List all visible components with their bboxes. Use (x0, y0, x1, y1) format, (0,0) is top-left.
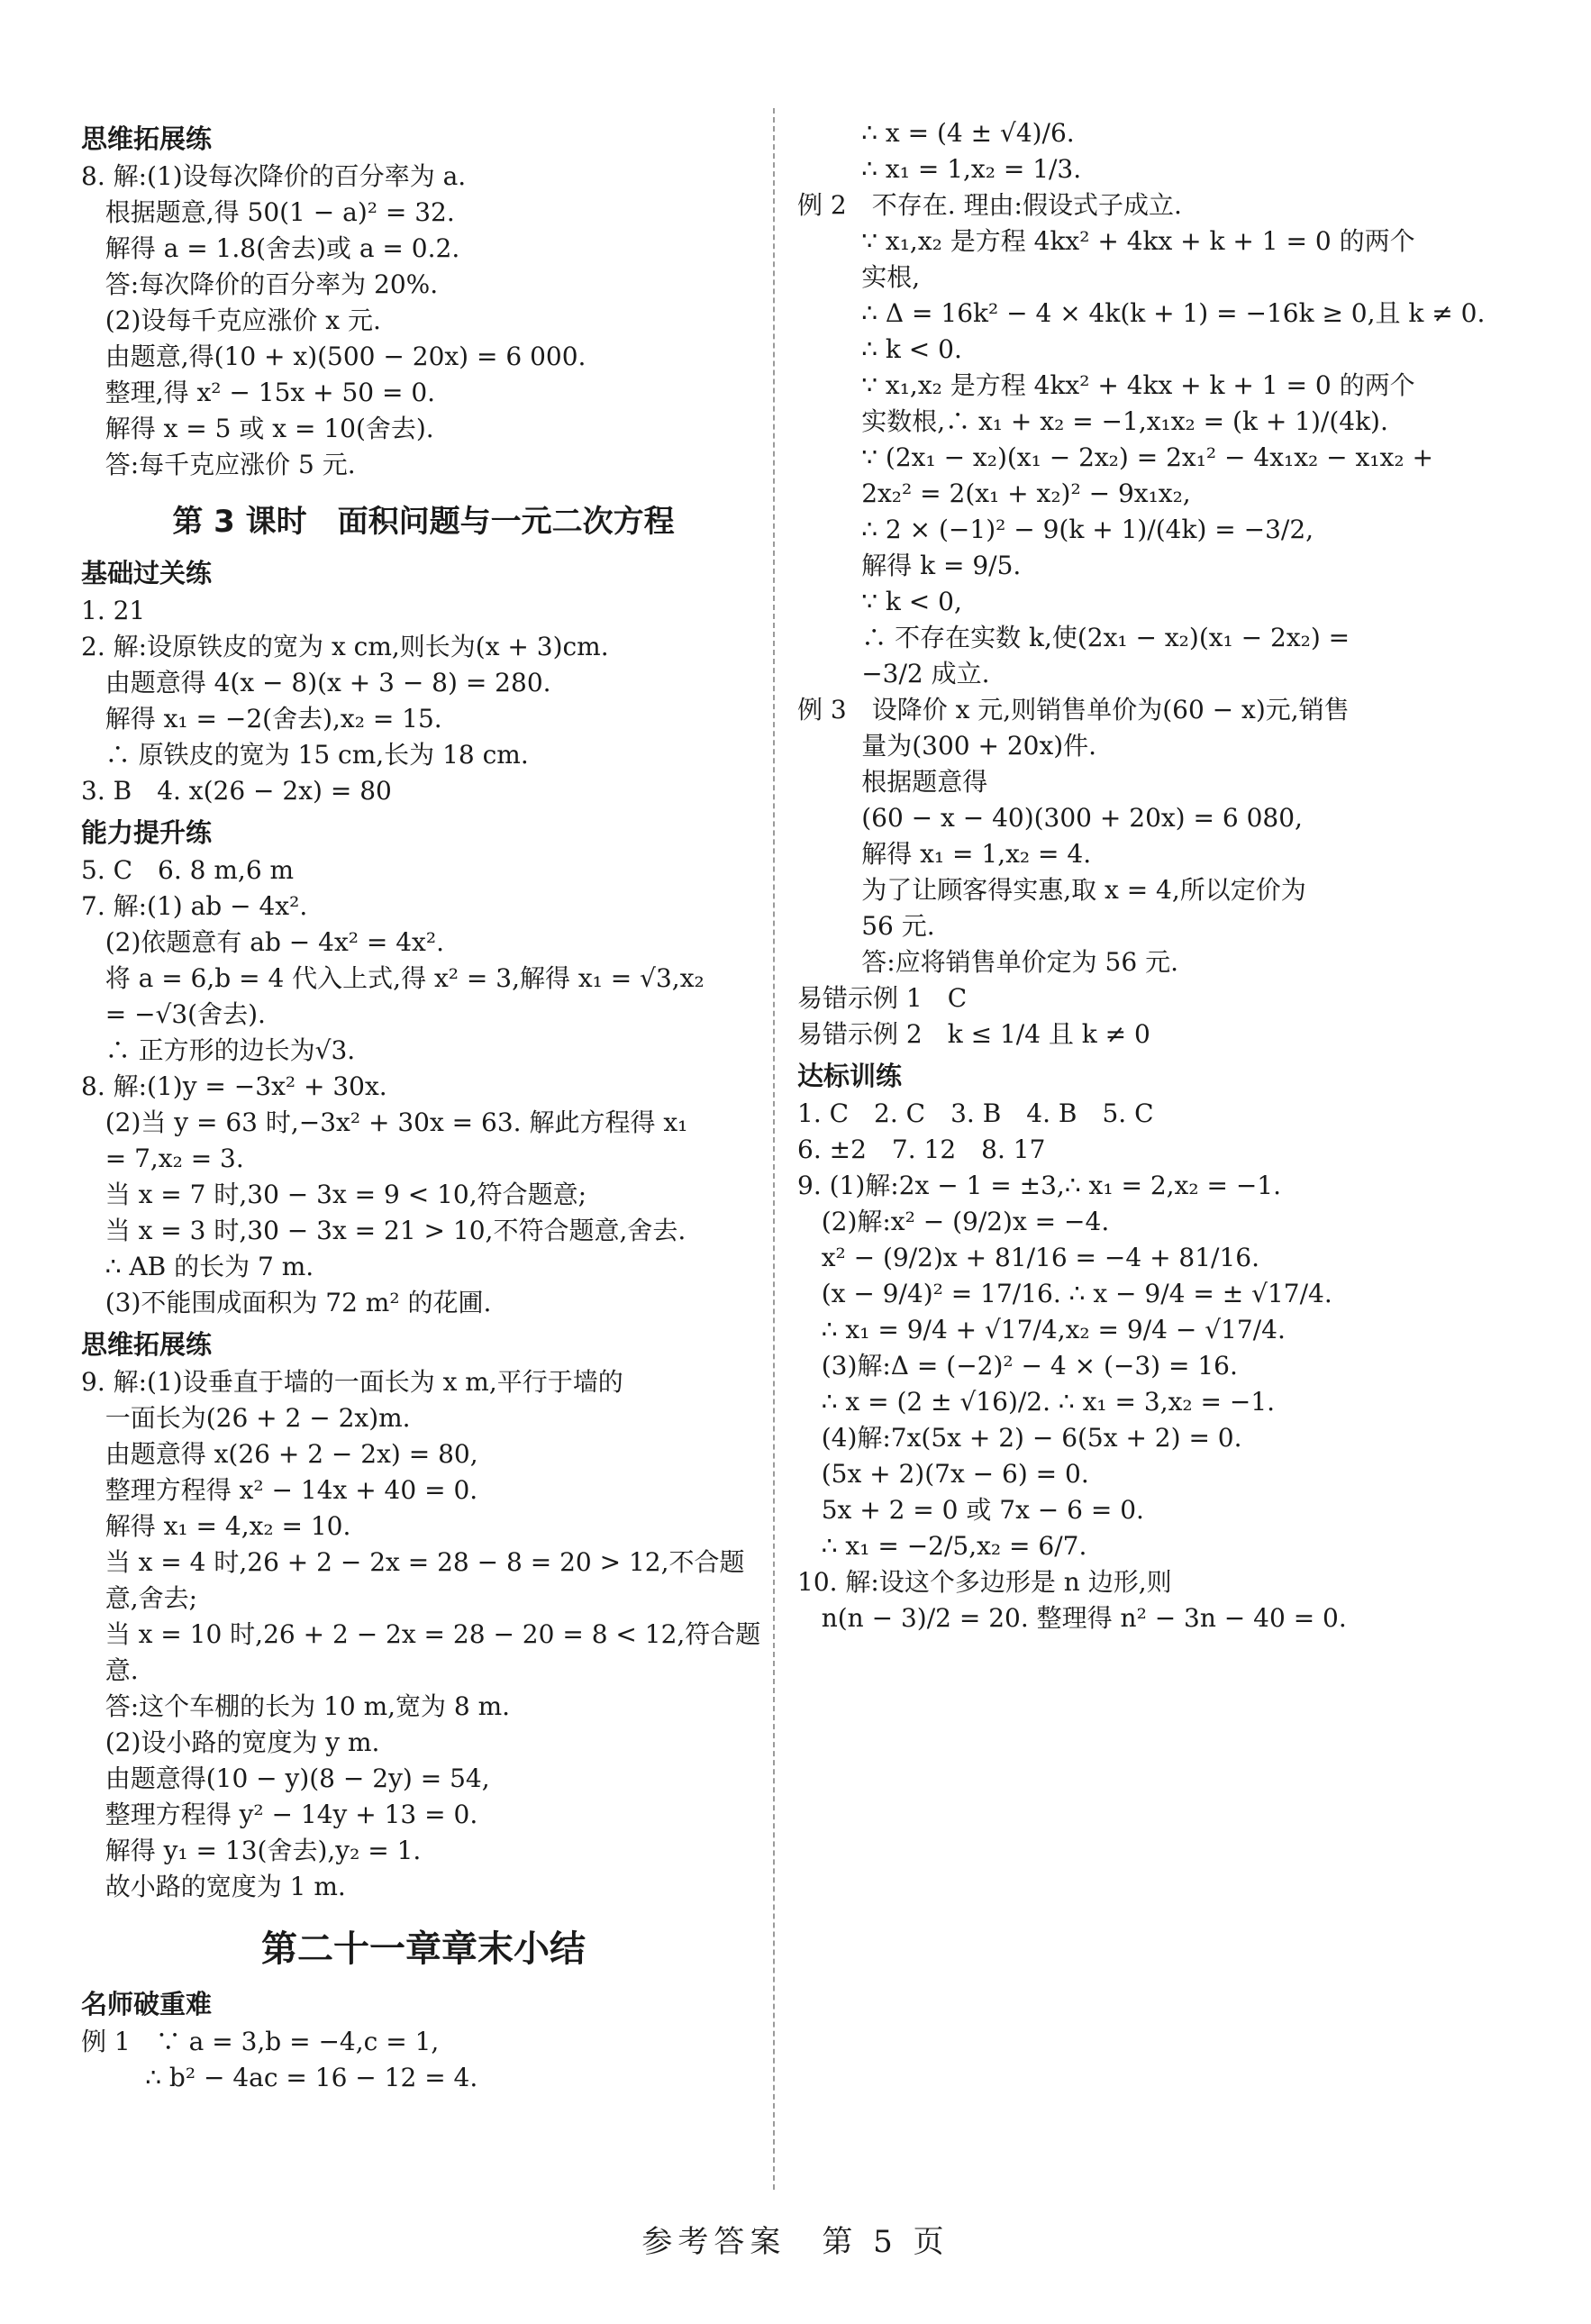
answer-line: 例 3 设降价 x 元,则销售单价为(60 − x)元,销售 (797, 695, 1350, 725)
answer-line: n(n − 3)/2 = 20. 整理得 n² − 3n − 40 = 0. (797, 1603, 1347, 1633)
answer-line: x² − (9/2)x + 81/16 = −4 + 81/16. (797, 1243, 1260, 1272)
section-heading: 思维拓展练 (81, 1329, 213, 1360)
answer-line: 当 x = 3 时,30 − 3x = 21 > 10,不符合题意,舍去. (81, 1216, 686, 1245)
answer-line: 意,舍去; (81, 1583, 198, 1613)
answer-line: 当 x = 7 时,30 − 3x = 9 < 10,符合题意; (81, 1180, 587, 1209)
answer-line: ∴ x₁ = 1,x₂ = 1/3. (797, 154, 1082, 184)
answer-line: 6. ±2 7. 12 8. 17 (797, 1135, 1046, 1164)
answer-line: = −√3(舍去). (81, 999, 266, 1029)
answer-line: 3. B 4. x(26 − 2x) = 80 (81, 776, 392, 806)
answer-line: ∵ x₁,x₂ 是方程 4kx² + 4kx + k + 1 = 0 的两个 (797, 226, 1415, 256)
answer-line: 易错示例 1 C (797, 983, 968, 1013)
answer-line: −3/2 成立. (797, 659, 990, 688)
answer-line: 2. 解:设原铁皮的宽为 x cm,则长为(x + 3)cm. (81, 632, 609, 661)
answer-line: ∴ b² − 4ac = 16 − 12 = 4. (81, 2063, 478, 2092)
answer-line: ∴ 不存在实数 k,使(2x₁ − x₂)(x₁ − 2x₂) = (797, 623, 1350, 652)
answer-line: 解得 x₁ = −2(舍去),x₂ = 15. (81, 704, 442, 734)
answer-line: 1. 21 (81, 596, 146, 625)
left-column (81, 115, 766, 2096)
answer-line: (2)解:x² − (9/2)x = −4. (797, 1207, 1110, 1236)
answer-line: 8. 解:(1)设每次降价的百分率为 a. (81, 161, 467, 191)
section-heading: 达标训练 (797, 1061, 903, 1091)
answer-line: 实根, (797, 262, 921, 292)
answer-line: ∴ x = (4 ± √4)/6. (797, 118, 1075, 148)
answer-line: 根据题意得 (797, 767, 988, 797)
answer-line: 2x₂² = 2(x₁ + x₂)² − 9x₁x₂, (797, 478, 1191, 508)
right-column (797, 115, 1486, 1636)
answer-line: ∴ AB 的长为 7 m. (81, 1252, 314, 1281)
answer-line: ∴ 正方形的边长为√3. (81, 1035, 356, 1065)
answer-line: ∴ x₁ = 9/4 + √17/4,x₂ = 9/4 − √17/4. (797, 1315, 1286, 1344)
answer-line: 由题意得 4(x − 8)(x + 3 − 8) = 280. (81, 668, 551, 697)
column-divider (773, 108, 775, 2190)
answer-line: (3)解:Δ = (−2)² − 4 × (−3) = 16. (797, 1351, 1238, 1381)
answer-line: 由题意得 x(26 + 2 − 2x) = 80, (81, 1439, 478, 1469)
answer-line: 例 2 不存在. 理由:假设式子成立. (797, 190, 1182, 220)
answer-line: ∵ x₁,x₂ 是方程 4kx² + 4kx + k + 1 = 0 的两个 (797, 370, 1415, 400)
answer-line: 解得 a = 1.8(舍去)或 a = 0.2. (81, 233, 460, 263)
answer-line: 5x + 2 = 0 或 7x − 6 = 0. (797, 1495, 1144, 1525)
answer-line: 实数根,∴ x₁ + x₂ = −1,x₁x₂ = (k + 1)/(4k). (797, 406, 1388, 436)
section-heading: 名师破重难 (81, 1989, 213, 2019)
answer-line: (2)当 y = 63 时,−3x² + 30x = 63. 解此方程得 x₁ (81, 1107, 688, 1137)
answer-line: 根据题意,得 50(1 − a)² = 32. (81, 197, 455, 227)
answer-line: ∴ x = (2 ± √16)/2. ∴ x₁ = 3,x₂ = −1. (797, 1387, 1276, 1417)
lesson-title: 第 3 课时 面积问题与一元二次方程 (172, 504, 675, 540)
answer-line: (4)解:7x(5x + 2) − 6(5x + 2) = 0. (797, 1423, 1242, 1453)
answer-line: 8. 解:(1)y = −3x² + 30x. (81, 1071, 387, 1101)
answer-line: 解得 x₁ = 4,x₂ = 10. (81, 1511, 351, 1541)
answer-line: 10. 解:设这个多边形是 n 边形,则 (797, 1567, 1172, 1597)
answer-line: 1. C 2. C 3. B 4. B 5. C (797, 1098, 1154, 1128)
answer-line: ∴ Δ = 16k² − 4 × 4k(k + 1) = −16k ≥ 0,且 k ≠ 0. (797, 298, 1486, 328)
answer-line: 由题意,得(10 + x)(500 − 20x) = 6 000. (81, 342, 586, 371)
section-heading: 基础过关练 (81, 558, 213, 588)
answer-line: 故小路的宽度为 1 m. (81, 1872, 346, 1901)
answer-line: (5x + 2)(7x − 6) = 0. (797, 1459, 1089, 1489)
answer-line: 7. 解:(1) ab − 4x². (81, 891, 308, 921)
answer-line: 解得 y₁ = 13(舍去),y₂ = 1. (81, 1836, 422, 1865)
answer-line: 当 x = 4 时,26 + 2 − 2x = 28 − 8 = 20 > 12,不合题 (81, 1547, 745, 1577)
answer-line: 解得 x₁ = 1,x₂ = 4. (797, 839, 1092, 869)
answer-line: 整理方程得 x² − 14x + 40 = 0. (81, 1475, 478, 1505)
answer-line: 整理方程得 y² − 14y + 13 = 0. (81, 1800, 478, 1829)
answer-line: 整理,得 x² − 15x + 50 = 0. (81, 378, 436, 407)
answer-line: 答:每千克应涨价 5 元. (81, 450, 356, 479)
answer-line: (x − 9/4)² = 17/16. ∴ x − 9/4 = ± √17/4. (797, 1279, 1332, 1308)
answer-line: (2)设小路的宽度为 y m. (81, 1727, 380, 1757)
answer-line: ∵ k < 0, (797, 587, 962, 616)
answer-line: = 7,x₂ = 3. (81, 1144, 244, 1173)
answer-line: 答:这个车棚的长为 10 m,宽为 8 m. (81, 1691, 511, 1721)
section-heading: 思维拓展练 (81, 123, 213, 154)
answer-line: ∴ 原铁皮的宽为 15 cm,长为 18 cm. (81, 740, 529, 770)
answer-line: ∴ x₁ = −2/5,x₂ = 6/7. (797, 1531, 1087, 1561)
answer-line: 量为(300 + 20x)件. (797, 731, 1097, 761)
chapter-title: 第二十一章章末小结 (261, 1928, 586, 1970)
answer-line: ∴ 2 × (−1)² − 9(k + 1)/(4k) = −3/2, (797, 515, 1314, 544)
answer-line: 易错示例 2 k ≤ 1/4 且 k ≠ 0 (797, 1019, 1150, 1049)
answer-line: 解得 x = 5 或 x = 10(舍去). (81, 414, 434, 443)
answer-line: ∴ k < 0. (797, 334, 962, 364)
answer-line: 将 a = 6,b = 4 代入上式,得 x² = 3,解得 x₁ = √3,x₂ (81, 963, 705, 993)
answer-line: 9. 解:(1)设垂直于墙的一面长为 x m,平行于墙的 (81, 1367, 623, 1397)
answer-line: (2)设每千克应涨价 x 元. (81, 305, 381, 335)
answer-line: 答:应将销售单价定为 56 元. (797, 947, 1178, 977)
answer-line: 一面长为(26 + 2 − 2x)m. (81, 1403, 411, 1433)
answer-line: 答:每次降价的百分率为 20%. (81, 269, 439, 299)
section-heading: 能力提升练 (81, 817, 213, 848)
page-footer: 参考答案 第 5 页 (641, 2224, 950, 2260)
answer-line: 解得 k = 9/5. (797, 551, 1022, 580)
answer-line: 56 元. (797, 911, 935, 941)
answer-line: 例 1 ∵ a = 3,b = −4,c = 1, (81, 2027, 440, 2056)
answer-line: 5. C 6. 8 m,6 m (81, 855, 295, 885)
answer-line: (60 − x − 40)(300 + 20x) = 6 080, (797, 803, 1303, 833)
answer-line: 为了让顾客得实惠,取 x = 4,所以定价为 (797, 875, 1306, 905)
answer-line: 意. (81, 1655, 139, 1685)
answer-line: 当 x = 10 时,26 + 2 − 2x = 28 − 20 = 8 < 12,符合题 (81, 1619, 761, 1649)
answer-line: 9. (1)解:2x − 1 = ±3,∴ x₁ = 2,x₂ = −1. (797, 1171, 1281, 1200)
answer-line: 由题意得(10 − y)(8 − 2y) = 54, (81, 1764, 490, 1793)
answer-line: (3)不能围成面积为 72 m² 的花圃. (81, 1288, 492, 1317)
answer-line: (2)依题意有 ab − 4x² = 4x². (81, 927, 444, 957)
answer-line: ∵ (2x₁ − x₂)(x₁ − 2x₂) = 2x₁² − 4x₁x₂ − x₁x₂ + (797, 442, 1433, 472)
